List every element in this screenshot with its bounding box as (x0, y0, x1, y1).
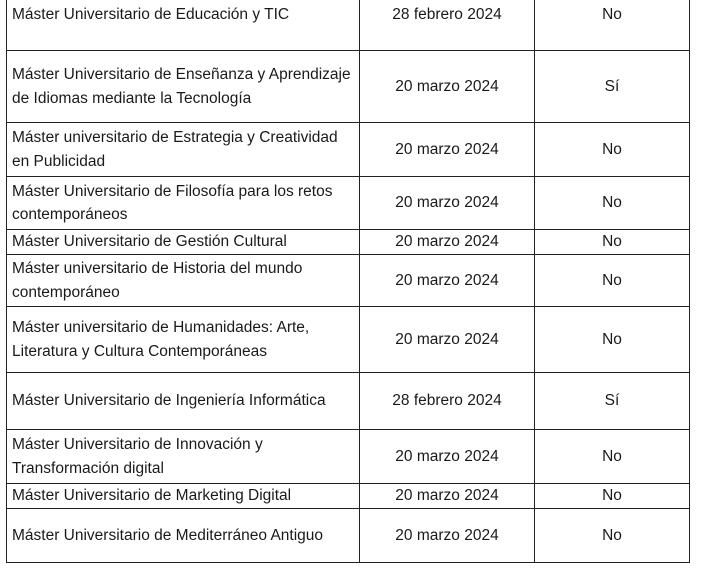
deadline-cell: 20 marzo 2024 (360, 51, 535, 123)
flag-cell: No (535, 123, 690, 177)
table-row (7, 307, 690, 373)
programme-name-cell: Máster Universitario de Enseñanza y Aprendizaje de Idiomas mediante la Tecnología (7, 51, 360, 123)
flag-cell: No (535, 484, 690, 509)
table-row (7, 51, 690, 123)
programme-name-cell: Máster universitario de Estrategia y Creatividad en Publicidad (7, 123, 360, 177)
table-row (7, 177, 690, 230)
table-row (7, 373, 690, 430)
flag-cell: No (535, 307, 690, 373)
table-row (7, 230, 690, 255)
table-row (7, 484, 690, 509)
flag-cell: No (535, 177, 690, 230)
deadline-cell: 28 febrero 2024 (360, 0, 535, 51)
masters-table (6, 0, 690, 563)
table-row (7, 0, 690, 51)
flag-cell: No (535, 255, 690, 307)
deadline-cell: 20 marzo 2024 (360, 484, 535, 509)
deadline-cell: 20 marzo 2024 (360, 255, 535, 307)
programme-name-cell: Máster Universitario de Educación y TIC (7, 0, 360, 51)
programme-name-cell: Máster Universitario de Filosofía para los retos contemporáneos (7, 177, 360, 230)
programme-name-cell: Máster Universitario de Mediterráneo Antiguo (7, 509, 360, 563)
programme-name-cell: Máster universitario de Humanidades: Arte, Literatura y Cultura Contemporáneas (7, 307, 360, 373)
programme-name-cell: Máster universitario de Historia del mundo contemporáneo (7, 255, 360, 307)
deadline-cell: 20 marzo 2024 (360, 307, 535, 373)
table-row (7, 509, 690, 563)
flag-cell: Sí (535, 373, 690, 430)
flag-cell: No (535, 430, 690, 484)
programme-name-cell: Máster Universitario de Ingeniería Informática (7, 373, 360, 430)
table-row (7, 123, 690, 177)
programme-name-cell: Máster Universitario de Gestión Cultural (7, 230, 360, 255)
deadline-cell: 28 febrero 2024 (360, 373, 535, 430)
table-row (7, 255, 690, 307)
deadline-cell: 20 marzo 2024 (360, 430, 535, 484)
deadline-cell: 20 marzo 2024 (360, 123, 535, 177)
table-row (7, 430, 690, 484)
flag-cell: Sí (535, 51, 690, 123)
deadline-cell: 20 marzo 2024 (360, 230, 535, 255)
programme-name-cell: Máster Universitario de Marketing Digital (7, 484, 360, 509)
flag-cell: No (535, 0, 690, 51)
flag-cell: No (535, 509, 690, 563)
deadline-cell: 20 marzo 2024 (360, 509, 535, 563)
deadline-cell: 20 marzo 2024 (360, 177, 535, 230)
programme-name-cell: Máster Universitario de Innovación y Transformación digital (7, 430, 360, 484)
flag-cell: No (535, 230, 690, 255)
